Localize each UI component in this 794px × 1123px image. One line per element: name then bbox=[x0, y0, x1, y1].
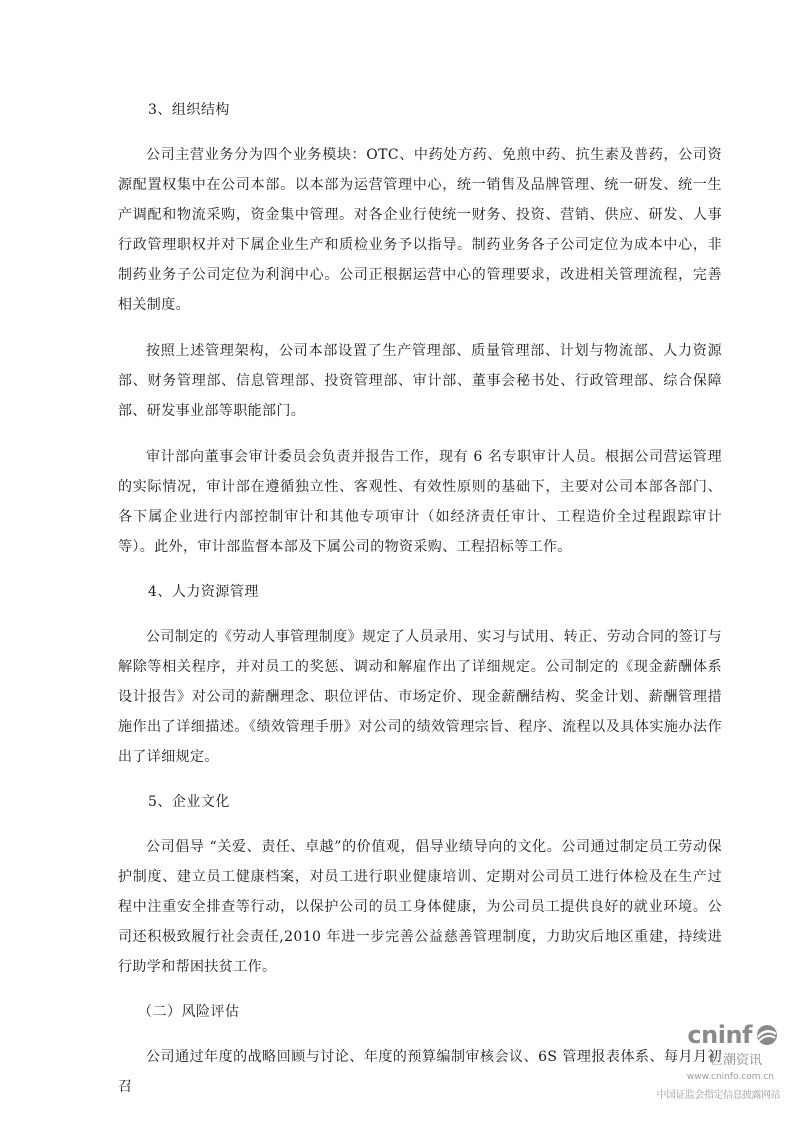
paragraph-org-structure-3: 审计部向董事会审计委员会负责并报告工作，现有 6 名专职审计人员。根据公司营运管理的实际情况，审计部在遵循独立性、客观性、有效性原则的基础下，主要对公司本部各部门、各下属企业进行内部控制审计和其他专项审计（如经济责任审计、工程造价全过程跟踪审计等）。此外，审计部监督本部及下属公司的物资采购、工程招标等工作。 bbox=[118, 449, 722, 555]
section-heading-org-structure: 3、组织结构 bbox=[148, 102, 230, 118]
section-heading-risk-assessment: （二）风险评估 bbox=[138, 1004, 240, 1020]
paragraph-risk-1: 公司通过年度的战略回顾与讨论、年度的预算编制审核会议、6S 管理报表体系、每月月初召 bbox=[118, 1049, 722, 1095]
section-heading-culture: 5、企业文化 bbox=[148, 794, 230, 810]
cninfo-logo bbox=[630, 1022, 780, 1048]
paragraph-org-structure-2: 按照上述管理架构，公司本部设置了生产管理部、质量管理部、计划与物流部、人力资源部、财务管理部、信息管理部、投资管理部、审计部、董事会秘书处、行政管理部、综合保障部、研发事业部等职能部门。 bbox=[118, 343, 722, 419]
logo-text: cninf bbox=[687, 1021, 752, 1049]
cninfo-watermark bbox=[630, 1022, 780, 1101]
section-heading-hr: 4、人力资源管理 bbox=[148, 584, 259, 600]
logo-chinese-name: 巨潮资讯 bbox=[709, 1053, 762, 1068]
cninf-swoosh-icon bbox=[754, 1024, 780, 1046]
paragraph-hr-1: 公司制定的《劳动人事管理制度》规定了人员录用、实习与试用、转正、劳动合同的签订与解除等相关程序，并对员工的奖惩、调动和解雇作出了详细规定。公司制定的《现金薪酬体系设计报告》对公司的薪酬理念、职位评估、市场定价、现金薪酬结构、奖金计划、薪酬管理措施作出了详细描述。《绩效管理手册》对公司的绩效管理宗旨、程序、流程以及具体实施办法作出了详细规定。 bbox=[118, 629, 722, 765]
logo-url: www.cninfo.com.cn bbox=[686, 1072, 774, 1082]
paragraph-org-structure-1: 公司主营业务分为四个业务模块：OTC、中药处方药、免煎中药、抗生素及普药，公司资源配置权集中在公司本部。以本部为运营管理中心，统一销售及品牌管理、统一研发、统一生产调配和物流采购，资金集中管理。对各企业行使统一财务、投资、营销、供应、研发、人事行政管理职权并对下属企业生产和质检业务予以指导。制药业务各子公司定位为成本中心，非制药业务子公司定位为利润中心。公司正根据运营中心的管理要求，改进相关管理流程，完善相关制度。 bbox=[118, 147, 722, 313]
document-body bbox=[118, 96, 722, 1102]
logo-tagline: 中国证监会指定信息披露网站 bbox=[656, 1090, 780, 1101]
paragraph-culture-1: 公司倡导 “关爱、责任、卓越”的价值观，倡导业绩导向的文化。公司通过制定员工劳动保护制度、建立员工健康档案，对员工进行职业健康培训、定期对公司员工进行体检及在生产过程中注重安全排查等行动，以保护公司的员工身体健康，为公司员工提供良好的就业环境。公司还积极致履行社会责任,2010 年进一步完善公益慈善管理制度，力助灾后地区重建，持续进行助学和帮困扶贫工作。 bbox=[118, 839, 722, 975]
